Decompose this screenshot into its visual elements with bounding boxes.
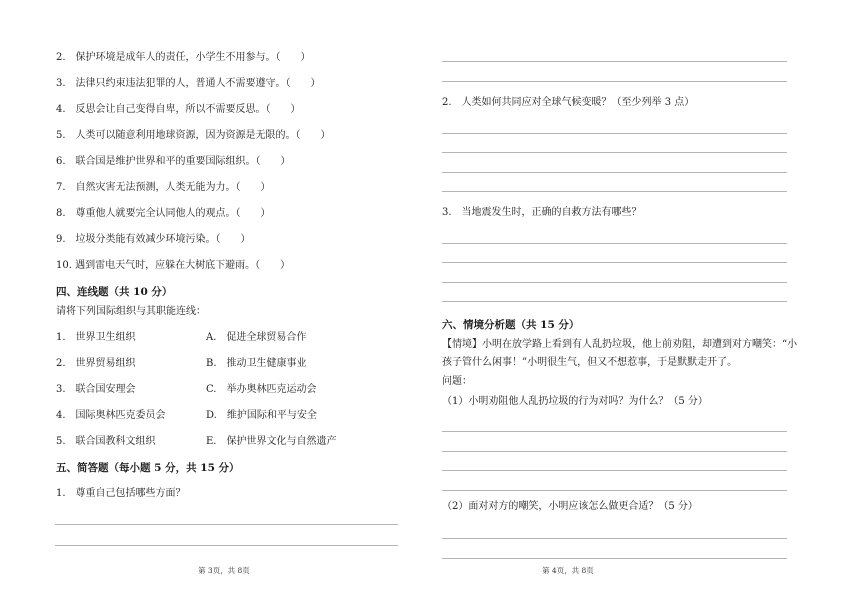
answer-line	[442, 172, 787, 173]
match-organization: 2. 世界贸易组织	[56, 358, 136, 369]
true-false-item: 4. 反思会让自己变得自卑，所以不需要反思。（ ）	[56, 104, 301, 115]
answer-line	[442, 470, 787, 471]
answer-line	[442, 152, 787, 153]
answer-line	[55, 524, 398, 525]
section6-title: 六、情境分析题（共 15 分）	[442, 319, 580, 331]
page-footer: 第 4页，共 8页	[542, 566, 594, 575]
question-2: 2. 人类如何共同应对全球气候变暖？（至少列举 3 点）	[442, 97, 695, 108]
answer-line	[442, 282, 787, 283]
scenario-text-line2: 孩子管什么闲事！”小明很生气，但又不想惹事，于是默默走开了。	[442, 357, 738, 368]
match-function: E. 保护世界文化与自然遗产	[206, 436, 337, 447]
true-false-item: 10. 遇到雷电天气时，应躲在大树底下避雨。（ ）	[56, 260, 291, 271]
answer-line	[442, 451, 787, 452]
section5-title: 五、简答题（每小题 5 分，共 15 分）	[56, 462, 240, 474]
section4-instruction: 请将下列国际组织与其职能连线：	[56, 306, 206, 317]
true-false-item: 3. 法律只约束违法犯罪的人，普通人不需要遵守。（ ）	[56, 78, 321, 89]
question-label: 问题：	[442, 376, 472, 387]
sub-question-2: （2）面对对方的嘲笑，小明应该怎么做更合适？（5 分）	[442, 501, 698, 512]
question-1: 1. 尊重自己包括哪些方面？	[56, 488, 186, 499]
match-function: D. 维护国际和平与安全	[206, 410, 317, 421]
true-false-item: 2. 保护环境是成年人的责任，小学生不用参与。（ ）	[56, 52, 311, 63]
answer-line	[55, 545, 398, 546]
match-function: B. 推动卫生健康事业	[206, 358, 307, 369]
answer-line	[442, 431, 787, 432]
scenario-text-line1: 【情境】小明在放学路上看到有人乱扔垃圾，他上前劝阻，却遭到对方嘲笑：“小	[442, 339, 798, 350]
right-page	[430, 0, 860, 607]
true-false-item: 6. 联合国是维护世界和平的重要国际组织。（ ）	[56, 156, 291, 167]
answer-line	[442, 243, 787, 244]
answer-line	[442, 538, 787, 539]
page-footer: 第 3页，共 8页	[198, 566, 250, 575]
answer-line	[442, 490, 787, 491]
match-organization: 1. 世界卫生组织	[56, 332, 136, 343]
match-organization: 5. 联合国教科文组织	[56, 436, 156, 447]
true-false-item: 9. 垃圾分类能有效减少环境污染。（ ）	[56, 234, 251, 245]
answer-line	[442, 558, 787, 559]
answer-line	[442, 301, 787, 302]
true-false-item: 7. 自然灾害无法预测，人类无能为力。（ ）	[56, 182, 271, 193]
answer-line	[442, 262, 787, 263]
answer-line	[442, 191, 787, 192]
question-3: 3. 当地震发生时，正确的自救方法有哪些？	[442, 207, 642, 218]
answer-line	[442, 133, 787, 134]
match-function: A. 促进全球贸易合作	[206, 332, 307, 343]
answer-line	[442, 81, 787, 82]
match-organization: 4. 国际奥林匹克委员会	[56, 410, 166, 421]
true-false-item: 8. 尊重他人就要完全认同他人的观点。（ ）	[56, 208, 271, 219]
answer-line	[442, 61, 787, 62]
true-false-item: 5. 人类可以随意利用地球资源，因为资源是无限的。（ ）	[56, 130, 331, 141]
section4-title: 四、连线题（共 10 分）	[56, 286, 173, 298]
match-organization: 3. 联合国安理会	[56, 384, 136, 395]
match-function: C. 举办奥林匹克运动会	[206, 384, 317, 395]
sub-question-1: （1）小明劝阻他人乱扔垃圾的行为对吗？为什么？（5 分）	[442, 396, 708, 407]
